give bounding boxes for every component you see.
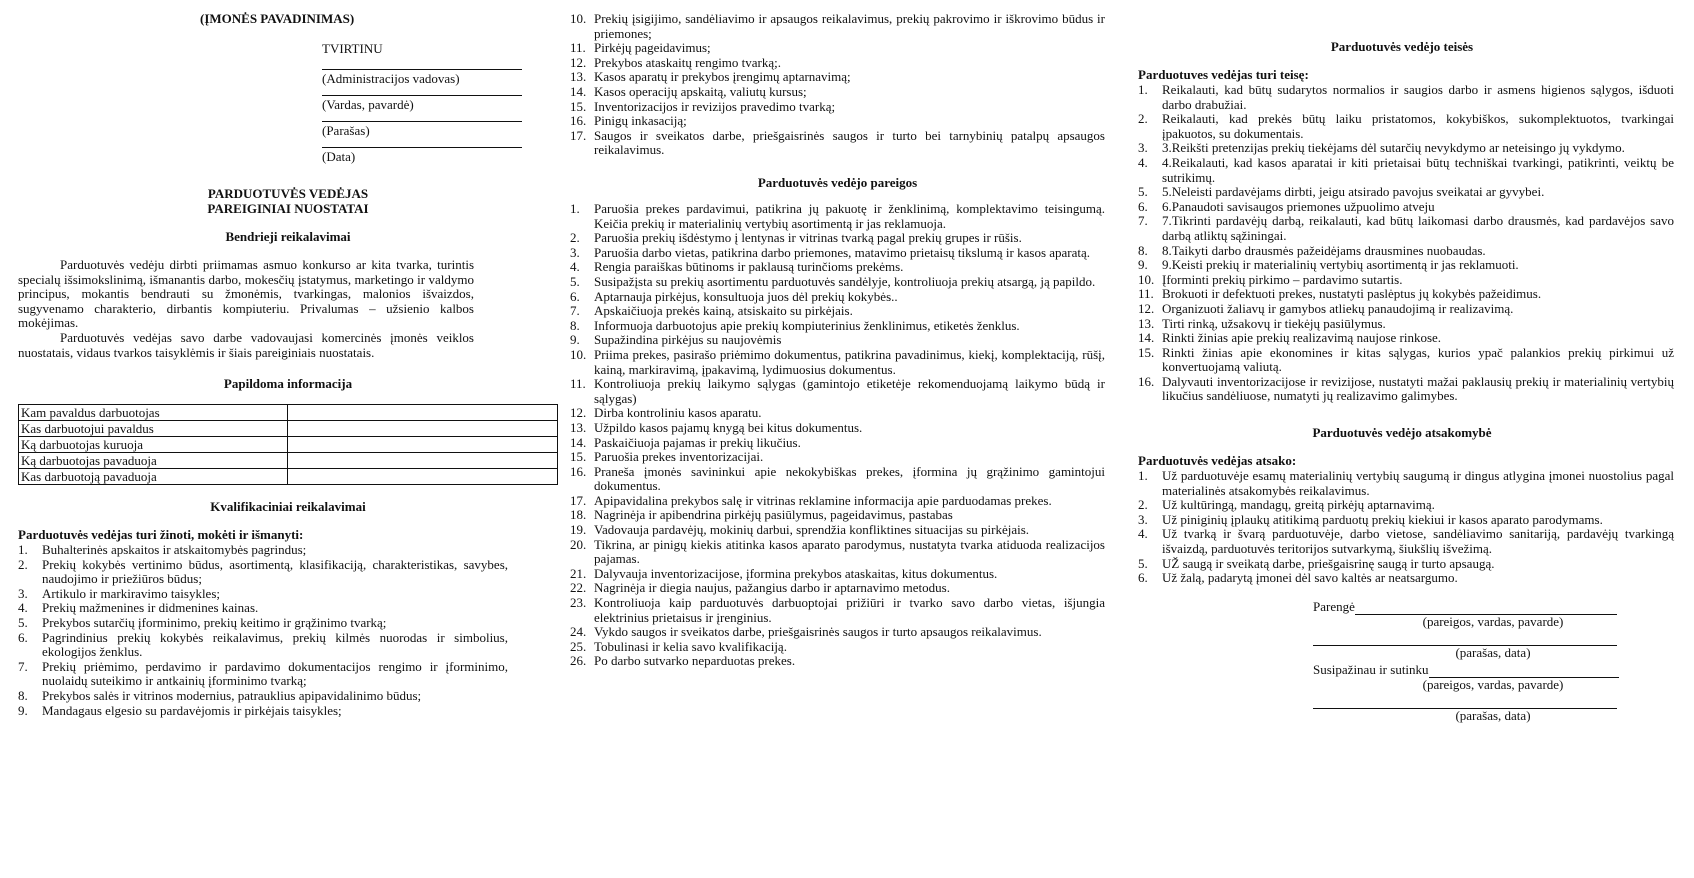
qualification-item bbox=[570, 12, 1105, 41]
list-item-number: 8. bbox=[570, 317, 580, 333]
list-item-number: 6. bbox=[18, 629, 28, 645]
list-item-number: 5. bbox=[1138, 184, 1148, 200]
list-item-text: 7.Tikrinti pardavėjų darbą, reikalauti, kad būtų laikomasi darbo drausmės, kad pardavėjos savo darbą atliktų sąžiningai. bbox=[1162, 213, 1674, 243]
list-item-text: Paruošia prekes pardavimui, patikrina jų pakuotę ir ženklinimą, komplektavimo teisingumą. Keičia prekių ir materialinių vertybių asortimentą ir jas reklamuoja. bbox=[594, 201, 1105, 231]
duty-item bbox=[570, 333, 1105, 348]
list-item-text: 4.Reikalauti, kad kasos aparatai ir kiti prietaisai būtų techniškai tvarkingi, patikrinti, veiktų be sutrikimų. bbox=[1162, 154, 1674, 185]
list-item-text: Reikalauti, kad būtų sudarytos normalios ir saugios darbo ir asmens higienos sąlygos, išduoti darbo drabužiai. bbox=[1162, 82, 1674, 112]
list-item-text: Prekių mažmenines ir didmenines kainas. bbox=[42, 600, 259, 616]
list-item-number: 12. bbox=[1138, 300, 1155, 316]
duty-item bbox=[570, 246, 1105, 261]
list-item-text: Prekybos salės ir vitrinos modernius, patrauklius apipavidalinimo būdus; bbox=[42, 687, 422, 703]
agreed-label: Susipažinau ir sutinku bbox=[1313, 662, 1429, 677]
list-item-number: 1. bbox=[1138, 82, 1148, 97]
list-item-text: Po darbo sutvarko neparduotas prekes. bbox=[594, 653, 796, 669]
qualification-item bbox=[570, 129, 1105, 158]
list-item-text: Už žalą, padarytą įmonei dėl savo kaltės ar neatsargumo. bbox=[1162, 570, 1458, 586]
list-item-number: 5. bbox=[1138, 555, 1148, 571]
list-item-text: Už parduotuvėje esamų materialinių vertybių saugumą ir dingus atlygina įmonei nuostolius pagal materialinės atsakomybės reikalavimus. bbox=[1162, 468, 1674, 498]
list-item-number: 14. bbox=[1138, 330, 1155, 346]
list-item-text: Aptarnauja pirkėjus, konsultuoja juos dėl prekių kokybės.. bbox=[594, 288, 898, 304]
list-item-text: Paruošia prekes inventorizacijai. bbox=[594, 449, 764, 465]
list-item-number: 20. bbox=[570, 536, 587, 552]
right-item bbox=[1138, 302, 1674, 317]
company-name-placeholder: (ĮMONĖS PAVADINIMAS) bbox=[200, 11, 355, 26]
qualification-item bbox=[570, 85, 1105, 100]
duty-item bbox=[570, 319, 1105, 334]
list-item-text: Už piniginių įplaukų atitikimą parduotų prekių kiekiui ir kasos aparato parodymams. bbox=[1162, 511, 1603, 527]
additional-heading: Papildoma informacija bbox=[223, 376, 353, 391]
right-item bbox=[1138, 141, 1674, 156]
list-item-text: Saugos ir sveikatos darbe, priešgaisrinės saugos ir turto bei tarnybinių patalpų apsaugos reikalavimus. bbox=[594, 127, 1105, 158]
list-item-text: Paruošia prekių išdėstymo į lentynas ir vitrinas tvarką pagal prekių grupes ir rūšis. bbox=[594, 230, 1022, 246]
table-row bbox=[19, 469, 558, 485]
duty-item bbox=[570, 450, 1105, 465]
list-item-text: Buhalterinės apskaitos ir atskaitomybės pagrindus; bbox=[42, 542, 307, 557]
list-item-number: 18. bbox=[570, 507, 587, 523]
list-item-number: 12. bbox=[570, 405, 587, 421]
list-item-number: 21. bbox=[570, 565, 587, 581]
list-item-number: 16. bbox=[570, 463, 587, 479]
list-item-text: Dalyvauja inventorizacijose, įformina prekybos ataskaitas, kitus dokumentus. bbox=[594, 565, 998, 581]
duty-item bbox=[570, 640, 1105, 655]
list-item-number: 11. bbox=[1138, 286, 1154, 302]
qualification-item bbox=[18, 689, 508, 704]
table-row-value[interactable] bbox=[288, 405, 558, 421]
admin-line bbox=[322, 93, 522, 96]
list-item-number: 12. bbox=[570, 54, 587, 70]
list-item-text: Prekybos ataskaitų rengimo tvarką;. bbox=[594, 54, 782, 70]
qualification-item bbox=[18, 631, 508, 660]
right-item bbox=[1138, 258, 1674, 273]
qualification-item bbox=[570, 100, 1105, 115]
duty-item bbox=[570, 625, 1105, 640]
qualification-item bbox=[570, 114, 1105, 129]
approve-line bbox=[322, 67, 522, 70]
list-item-number: 15. bbox=[570, 98, 587, 114]
duties-list bbox=[570, 202, 1105, 669]
prepared-row bbox=[1313, 600, 1633, 615]
additional-info-table bbox=[18, 404, 558, 485]
duties-heading: Parduotuvės vedėjo pareigos bbox=[757, 175, 918, 190]
list-item-text: Kontroliuoja kaip parduotuvės darbuoptojai prižiūri ir tvarko savo darbo vietas, išjungia elektrinius prietaisus ir įrenginius. bbox=[594, 595, 1105, 625]
list-item-text: Reikalauti, kad prekės būtų laiku pristatomos, kokybiškos, sukomplektuotos, tvarkingai įpakuotos, su dokumentais. bbox=[1162, 111, 1674, 141]
general-paragraph-2: Parduotuvės vedėjas savo darbe vadovaujasi komercinės įmonės veiklos nuostatais, vidaus tvarkos taisyklėmis ir šiais pareiginiais nuostatais. bbox=[18, 329, 474, 360]
right-item bbox=[1138, 375, 1674, 404]
list-item-number: 17. bbox=[570, 492, 587, 508]
responsibility-item bbox=[1138, 557, 1674, 572]
duty-item bbox=[570, 348, 1105, 377]
list-item-number: 6. bbox=[1138, 198, 1148, 214]
table-row bbox=[19, 421, 558, 437]
duty-item bbox=[570, 304, 1105, 319]
list-item-number: 5. bbox=[570, 273, 580, 289]
list-item-number: 9. bbox=[1138, 257, 1148, 273]
list-item-number: 4. bbox=[1138, 154, 1148, 170]
document-title-line2: PAREIGINIAI NUOSTATAI bbox=[207, 200, 369, 216]
qualification-heading: Kvalifikaciniai reikalavimai bbox=[210, 499, 366, 514]
list-item-number: 9. bbox=[18, 702, 28, 718]
table-row bbox=[19, 437, 558, 453]
qualification-item bbox=[18, 660, 508, 689]
duty-item bbox=[570, 581, 1105, 596]
duty-item bbox=[570, 494, 1105, 509]
list-item-text: Kontroliuoja prekių laikymo sąlygas (gamintojo etiketėje rekomenduojamą laikymo būdą ir sąlygas) bbox=[594, 376, 1105, 406]
list-item-number: 4. bbox=[1138, 526, 1148, 542]
list-item-number: 13. bbox=[570, 69, 587, 85]
responsibility-list bbox=[1138, 469, 1674, 586]
list-item-text: Įforminti prekių pirkimo – pardavimo sutartis. bbox=[1162, 271, 1403, 287]
prepared-signature-caption: (parašas, data) bbox=[1455, 645, 1531, 660]
agreed-signature-caption: (parašas, data) bbox=[1455, 708, 1531, 723]
list-item-number: 1. bbox=[570, 201, 580, 216]
qualification-item bbox=[570, 56, 1105, 71]
list-item-text: 5.Neleisti pardavėjams dirbti, jeigu atsirado pavojus sveikatai ar gyvybei. bbox=[1162, 184, 1545, 200]
responsibility-item bbox=[1138, 498, 1674, 513]
list-item-text: Kasos aparatų ir prekybos įrengimų aptarnavimą; bbox=[594, 69, 851, 85]
table-row-label: Kam pavaldus darbuotojas bbox=[19, 405, 288, 421]
list-item-text: Apskaičiuoja prekės kainą, atsiskaito su pirkėjais. bbox=[594, 303, 853, 319]
right-item bbox=[1138, 214, 1674, 243]
table-row-label: Kas darbuotojui pavaldus bbox=[19, 421, 288, 437]
qualification-item bbox=[18, 704, 508, 719]
responsibility-subheading: Parduotuvės vedėjas atsako: bbox=[1138, 453, 1297, 468]
list-item-text: Paruošia darbo vietas, patikrina darbo priemones, matavimo prietaisų tikslumą ir kasos aparatą. bbox=[594, 244, 1091, 260]
duty-item bbox=[570, 567, 1105, 582]
general-text bbox=[18, 258, 474, 360]
list-item-number: 19. bbox=[570, 522, 587, 538]
signature-line bbox=[322, 145, 522, 148]
right-item bbox=[1138, 185, 1674, 200]
list-item-text: 3.Reikšti pretenzijas prekių tiekėjams dėl sutarčių nevykdymo ar neteisingo jų vykdymo. bbox=[1162, 140, 1625, 156]
list-item-text: Apipavidalina prekybos salę ir vitrinas reklamine informacija apie parduodamas prekes. bbox=[594, 492, 1052, 508]
duty-item bbox=[570, 436, 1105, 451]
list-item-number: 6. bbox=[570, 288, 580, 304]
list-item-number: 16. bbox=[1138, 373, 1155, 389]
signature-caption: (Parašas) bbox=[322, 123, 370, 138]
duty-item bbox=[570, 596, 1105, 625]
signature-block bbox=[1313, 600, 1633, 724]
list-item-text: Užpildo kasos pajamų knygą bei kitus dokumentus. bbox=[594, 419, 863, 435]
list-item-text: Rinkti žinias apie ekonomines ir kitas sąlygas, kurios ypač palankios prekių pirkimui už konvertuojamą valiutą. bbox=[1162, 344, 1674, 375]
list-item-text: Prekių įsigijimo, sandėliavimo ir apsaugos reikalavimus, prekių pakrovimo ir iškrovimo būdus ir priemones; bbox=[594, 11, 1105, 41]
list-item-number: 3. bbox=[1138, 511, 1148, 527]
right-item bbox=[1138, 273, 1674, 288]
table-row-value[interactable] bbox=[288, 421, 558, 437]
table-row-label: Ką darbuotojas pavaduoja bbox=[19, 453, 288, 469]
list-item-text: Vadovauja pardavėjų, mokinių darbui, sprendžia konfliktines situacijas su pirkėjais. bbox=[594, 522, 1030, 538]
right-item bbox=[1138, 244, 1674, 259]
list-item-text: Tirti rinką, užsakovų ir tiekėjų pasiūlymus. bbox=[1162, 315, 1386, 331]
qualification-item bbox=[570, 70, 1105, 85]
duty-item bbox=[570, 508, 1105, 523]
list-item-number: 3. bbox=[570, 244, 580, 260]
table-row-label: Kas darbuotoją pavaduoja bbox=[19, 469, 288, 485]
list-item-text: Nagrinėja ir apibendrina pirkėjų pasiūlymus, pageidavimus, pastabas bbox=[594, 507, 953, 523]
document-title bbox=[18, 187, 558, 216]
duty-item bbox=[570, 406, 1105, 421]
name-line bbox=[322, 119, 522, 122]
responsibility-item bbox=[1138, 469, 1674, 498]
list-item-text: Tikrina, ar pinigų kiekis atitinka kasos aparato parodymus, nustatyta tvarka atiduoda realizacijos pajamas. bbox=[594, 536, 1105, 567]
qualification-item bbox=[18, 543, 508, 558]
rights-heading: Parduotuvės vedėjo teisės bbox=[1330, 39, 1474, 54]
qualification-item bbox=[18, 601, 508, 616]
list-item-number: 24. bbox=[570, 624, 587, 640]
list-item-text: Prekybos sutarčių įforminimo, prekių keitimo ir grąžinimo tvarką; bbox=[42, 614, 387, 630]
list-item-number: 2. bbox=[1138, 497, 1148, 513]
responsibility-item bbox=[1138, 571, 1674, 586]
list-item-number: 9. bbox=[570, 332, 580, 348]
list-item-text: Rengia paraiškas būtinoms ir paklausą turinčioms prekėms. bbox=[594, 259, 904, 275]
name-caption: (Vardas, pavardė) bbox=[322, 97, 414, 112]
agreed-caption: (pareigos, vardas, pavarde) bbox=[1422, 677, 1564, 692]
responsibility-item bbox=[1138, 527, 1674, 556]
prepared-caption: (pareigos, vardas, pavarde) bbox=[1422, 614, 1564, 629]
right-item bbox=[1138, 346, 1674, 375]
list-item-text: Pinigų inkasaciją; bbox=[594, 113, 687, 129]
list-item-number: 14. bbox=[570, 434, 587, 450]
general-heading: Bendrieji reikalavimai bbox=[225, 229, 351, 244]
responsibility-heading: Parduotuvės vedėjo atsakomybė bbox=[1312, 425, 1492, 440]
list-item-number: 2. bbox=[1138, 111, 1148, 127]
table-row-value[interactable] bbox=[288, 469, 558, 485]
list-item-text: 9.Keisti prekių ir materialinių vertybių asortimentą ir jas reklamuoti. bbox=[1162, 257, 1519, 273]
qualification-item bbox=[18, 587, 508, 602]
rights-subheading: Parduotuves vedėjas turi teisę: bbox=[1138, 67, 1309, 82]
admin-caption: (Administracijos vadovas) bbox=[322, 71, 460, 86]
list-item-number: 25. bbox=[570, 638, 587, 654]
qualification-list bbox=[18, 543, 508, 718]
duty-item bbox=[570, 202, 1105, 231]
list-item-number: 23. bbox=[570, 595, 587, 611]
list-item-text: Susipažįsta su prekių asortimentu parduotuvės sandėlyje, kontroliuoja prekių atsargą, ją papildo. bbox=[594, 273, 1096, 289]
list-item-text: Pagrindinius prekių kokybės reikalavimus, prekių kilmės nuorodas ir simbolius, ekologijos ženklus. bbox=[42, 629, 508, 660]
list-item-text: Tobulinasi ir kelia savo kvalifikaciją. bbox=[594, 638, 787, 654]
right-item bbox=[1138, 156, 1674, 185]
agreed-row bbox=[1313, 663, 1633, 678]
list-item-number: 2. bbox=[18, 556, 28, 572]
list-item-number: 22. bbox=[570, 580, 587, 596]
list-item-text: Prekių priėmimo, perdavimo ir pardavimo dokumentacijos rengimo ir įforminimo, nuolaidų suteikimo ir antkainių įforminimo tvarką; bbox=[42, 658, 508, 689]
right-item bbox=[1138, 287, 1674, 302]
list-item-text: Artikulo ir markiravimo taisykles; bbox=[42, 585, 220, 601]
rights-list bbox=[1138, 83, 1674, 404]
list-item-number: 3. bbox=[1138, 140, 1148, 156]
duty-item bbox=[570, 275, 1105, 290]
duty-item bbox=[570, 523, 1105, 538]
qualification-item bbox=[18, 616, 508, 631]
list-item-number: 14. bbox=[570, 83, 587, 99]
list-item-number: 5. bbox=[18, 614, 28, 630]
list-item-number: 11. bbox=[570, 40, 586, 56]
list-item-text: Dirba kontroliniu kasos aparatu. bbox=[594, 405, 762, 421]
list-item-number: 7. bbox=[570, 303, 580, 319]
list-item-text: Informuoja darbuotojus apie prekių kompiuterinius ženklinimus, etiketės ženklus. bbox=[594, 317, 1020, 333]
list-item-text: Dalyvauti inventorizacijose ir revizijose, nustatyti mažai paklausių prekių ir materialinių vertybių likučius sandėliuose, numatyti jų realizavimo galimybes. bbox=[1162, 373, 1674, 404]
list-item-text: Inventorizacijos ir revizijos pravedimo tvarką; bbox=[594, 98, 836, 114]
list-item-number: 4. bbox=[570, 259, 580, 275]
list-item-text: Nagrinėja ir diegia naujus, pažangius darbo ir aptarnavimo metodus. bbox=[594, 580, 950, 596]
list-item-number: 3. bbox=[18, 585, 28, 601]
duty-item bbox=[570, 260, 1105, 275]
qualification-list-continued bbox=[570, 12, 1105, 158]
list-item-text: Pirkėjų pageidavimus; bbox=[594, 40, 711, 56]
list-item-number: 7. bbox=[1138, 213, 1148, 229]
table-row bbox=[19, 405, 558, 421]
list-item-text: 8.Taikyti darbo drausmės pažeidėjams drausmines nuobaudas. bbox=[1162, 242, 1486, 258]
list-item-text: Paskaičiuoja pajamas ir prekių likučius. bbox=[594, 434, 801, 450]
qualification-item bbox=[570, 41, 1105, 56]
list-item-number: 13. bbox=[570, 419, 587, 435]
list-item-text: Už tvarką ir švarą parduotuvėje, darbo vietose, sandėliavimo sanitariją, pardavėjų tvarkingą išvaizdą, parduotuvės teritorijos sutvarkymą, šiukšlių išvežimą. bbox=[1162, 526, 1674, 556]
list-item-text: Praneša įmonės savininkui apie nekokybiškas prekes, įformina jų grąžinimo gamintojui dokumentus. bbox=[594, 463, 1105, 494]
list-item-number: 10. bbox=[570, 11, 587, 26]
table-row-value[interactable] bbox=[288, 437, 558, 453]
list-item-text: Brokuoti ir defektuoti prekes, nustatyti paslėptus jų kokybės pažeidimus. bbox=[1162, 286, 1542, 302]
list-item-text: Organizuoti žaliavų ir gamybos atliekų panaudojimą ir realizavimą. bbox=[1162, 300, 1514, 316]
table-row bbox=[19, 453, 558, 469]
list-item-text: 6.Panaudoti savisaugos priemones užpuolimo atveju bbox=[1162, 198, 1435, 214]
list-item-number: 6. bbox=[1138, 570, 1148, 586]
list-item-number: 16. bbox=[570, 113, 587, 129]
prepared-label: Parengė bbox=[1313, 599, 1355, 614]
list-item-number: 11. bbox=[570, 376, 586, 392]
right-item bbox=[1138, 331, 1674, 346]
list-item-number: 1. bbox=[1138, 468, 1148, 483]
list-item-number: 26. bbox=[570, 653, 587, 669]
qualification-subheading: Parduotuvės vedėjas turi žinoti, mokėti ir išmanyti: bbox=[18, 527, 304, 542]
right-item bbox=[1138, 200, 1674, 215]
list-item-number: 4. bbox=[18, 600, 28, 616]
responsibility-item bbox=[1138, 513, 1674, 528]
right-item bbox=[1138, 83, 1674, 112]
list-item-number: 2. bbox=[570, 230, 580, 246]
general-paragraph-1: Parduotuvės vedėju dirbti priimamas asmuo konkurso ar kita tvarka, turintis specialų išsimokslinimą, išmanantis darbo, mokesčių įstatymus, marketingo ir valdymo principus, mokantis bendrauti su žmonėmis, tvarkingas, malonios išvaizdos, sugyvenamo charakterio, dirbantis kompiuteriu. Privalumas – užsienio kalbos mokėjimas. bbox=[18, 257, 474, 331]
list-item-number: 10. bbox=[570, 346, 587, 362]
table-row-label: Ką darbuotojas kuruoja bbox=[19, 437, 288, 453]
list-item-number: 15. bbox=[1138, 344, 1155, 360]
list-item-text: Kasos operacijų apskaitą, valiutų kursus; bbox=[594, 83, 807, 99]
duty-item bbox=[570, 654, 1105, 669]
duty-item bbox=[570, 421, 1105, 436]
table-row-value[interactable] bbox=[288, 453, 558, 469]
list-item-number: 17. bbox=[570, 127, 587, 143]
duty-item bbox=[570, 231, 1105, 246]
date-caption: (Data) bbox=[322, 149, 356, 164]
approval-block bbox=[322, 42, 522, 165]
list-item-text: Mandagaus elgesio su pardavėjomis ir pirkėjais taisykles; bbox=[42, 702, 342, 718]
list-item-text: Už kultūringą, mandagų, greitą pirkėjų aptarnavimą. bbox=[1162, 497, 1435, 513]
list-item-text: UŽ saugą ir sveikatą darbe, priešgaisrinę saugą ir turto apsaugą. bbox=[1162, 555, 1495, 571]
list-item-text: Prekių kokybės vertinimo būdus, asortimentą, klasifikaciją, charakteristikas, savybes, naudojimo ir priežiūros būdus; bbox=[42, 556, 508, 587]
list-item-text: Supažindina pirkėjus su naujovėmis bbox=[594, 332, 782, 348]
approve-label: TVIRTINU bbox=[322, 41, 383, 56]
list-item-number: 7. bbox=[18, 658, 28, 674]
list-item-number: 15. bbox=[570, 449, 587, 465]
right-item bbox=[1138, 112, 1674, 141]
duty-item bbox=[570, 290, 1105, 305]
list-item-number: 1. bbox=[18, 542, 28, 557]
right-item bbox=[1138, 317, 1674, 332]
duty-item bbox=[570, 538, 1105, 567]
document-title-line1: PARDUOTUVĖS VEDĖJAS bbox=[207, 186, 369, 201]
list-item-number: 8. bbox=[18, 687, 28, 703]
list-item-text: Rinkti žinias apie prekių realizavimą naujose rinkose. bbox=[1162, 330, 1442, 346]
duty-item bbox=[570, 377, 1105, 406]
list-item-number: 10. bbox=[1138, 271, 1155, 287]
duty-item bbox=[570, 465, 1105, 494]
list-item-text: Vykdo saugos ir sveikatos darbe, priešgaisrinės saugos ir turto apsaugos reikalavimus. bbox=[594, 624, 1042, 640]
list-item-number: 8. bbox=[1138, 242, 1148, 258]
list-item-number: 13. bbox=[1138, 315, 1155, 331]
qualification-item bbox=[18, 558, 508, 587]
list-item-text: Priima prekes, pasirašo priėmimo dokumentus, patikrina pavadinimus, kiekį, komplektaciją, rūšį, kainą, markiravimą, įpakavimą, lydimuosius dokumentus. bbox=[594, 346, 1105, 377]
